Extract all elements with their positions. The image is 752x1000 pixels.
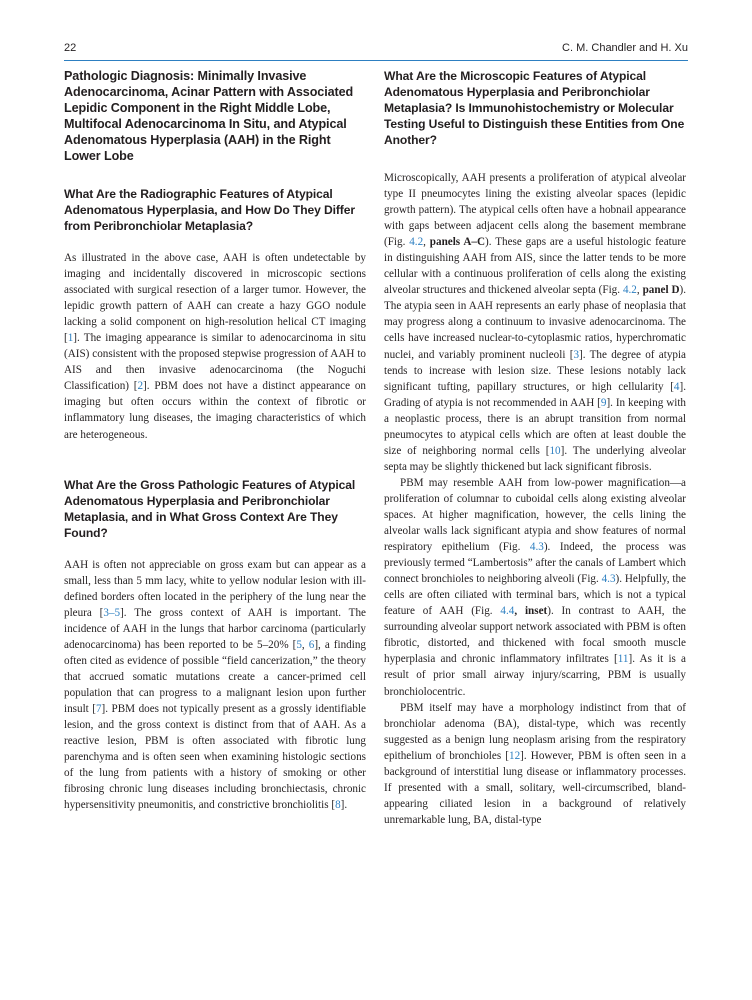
running-head-authors: C. M. Chandler and H. Xu bbox=[562, 42, 688, 54]
paragraph-microscopic-pbm: PBM may resemble AAH from low-power magnification—a proliferation of columnar to cuboidal cells along existing alveolar spaces. At higher magnification, however, the cells lining the alveolar walls lack significant atypia and show features of normal respiratory epithelium (Fig. 4.3). Indeed, the process was previously termed “Lambertosis” after the canals of Lambert which connect bronchioles to neighboring alveoli (Fig. 4.3). Helpfully, the cells are often ciliated with terminal bars, which is not a typical feature of AAH (Fig. 4.4, inset). In contrast to AAH, the surrounding alveolar support network associated with PBM is often fibrotic, distorted, and thickened with focal smooth muscle hyperplasia and chronic inflammatory infiltrates [11]. As it is a result of prior small airway injury/scarring, PBM is usually bronchiolocentric. bbox=[384, 476, 687, 698]
citation-link[interactable]: 1 bbox=[67, 332, 74, 345]
citation-link[interactable]: 2 bbox=[137, 380, 144, 393]
figure-link[interactable]: 4.2 bbox=[409, 236, 424, 249]
citation-link[interactable]: 10 bbox=[549, 444, 561, 457]
figure-link[interactable]: 4.3 bbox=[529, 541, 544, 554]
citation-link[interactable]: 7 bbox=[95, 702, 102, 715]
citation-link[interactable]: 3 bbox=[573, 348, 580, 361]
citation-link[interactable]: 8 bbox=[335, 799, 341, 812]
section-heading-radiographic: What Are the Radiographic Features of Atypical Adenomatous Hyperplasia, and How Do They Differ from Peribronchiolar Metaplasia? bbox=[64, 187, 355, 233]
figure-link[interactable]: 4.3 bbox=[601, 573, 616, 586]
right-column bbox=[384, 68, 686, 828]
citation-link[interactable]: 9 bbox=[600, 396, 607, 409]
section-heading-microscopic: What Are the Microscopic Features of Atypical Adenomatous Hyperplasia and Peribronchiolar Metaplasia? Is Immunohistochemistry or Molecular Testing Useful to Distinguish these Entities from One Another? bbox=[384, 69, 685, 147]
citation-link[interactable]: 5 bbox=[296, 638, 302, 651]
page-number: 22 bbox=[64, 42, 77, 54]
citation-link[interactable]: 3–5 bbox=[103, 606, 121, 619]
paragraph-microscopic-aah: Microscopically, AAH presents a proliferation of atypical alveolar type II pneumocytes lining the existing alveolar spaces (lepidic growth pattern). The atypical cells often have a hobnail appearance with gaps between adjacent cells along the basement membrane (Fig. 4.2, panels A–C). These gaps are a useful histologic feature in distinguishing AAH from AIS, since the latter tends to be more cellular with a continuous proliferation of cells along the existing alveolar structures and thickened alveolar septa (Fig. 4.2, panel D). The atypia seen in AAH represents an early phase of neoplasia that may progress along a continuum to invasive adenocarcinoma. The cells have increased nuclear-to-cytoplasmic ratios, hyperchromatic nuclei, and variably prominent nucleoli [3]. The degree of atypia tends to increase with lesion size. These lesions notably lack significant tufting, papillary structures, or high cellularity [4]. Grading of atypia is not recommended in AAH [9]. In keeping with a neoplastic process, there is an abrupt transition from normal pneumocytes to atypical cells which are often at least double the size of neighboring normal cells [10]. The underlying alveolar septa may be slightly thickened but lack significant fibrosis. bbox=[384, 172, 687, 473]
figure-link[interactable]: 4.2 bbox=[622, 284, 637, 297]
citation-link[interactable]: 11 bbox=[617, 653, 629, 666]
left-column bbox=[64, 68, 366, 813]
paragraph-radiographic: As illustrated in the above case, AAH is often undetectable by imaging and incidentally discovered in microscopic sections associated with surgical resection of a larger tumor. However, the lepidic growth pattern of AAH can create a hazy GGO nodule lacking a solid component on high-resolution helical CT imaging [1]. The imaging appearance is similar to adenocarcinoma in situ (AIS) consistent with the proposed stepwise progression of AAH to AIS and then invasive adenocarcinoma (the Noguchi Classification) [2]. PBM does not have a distinct appearance on imaging but often occurs within the context of fibrotic or inflammatory lung diseases, the imaging characteristics of which are heterogeneous. bbox=[64, 252, 366, 441]
section-heading-gross: What Are the Gross Pathologic Features of Atypical Adenomatous Hyperplasia and Peribronchiolar Metaplasia, and in What Gross Context Are They Found? bbox=[64, 477, 356, 540]
citation-link[interactable]: 12 bbox=[509, 749, 521, 762]
citation-link[interactable]: 6 bbox=[308, 638, 315, 651]
running-head bbox=[64, 40, 688, 58]
paragraph-bronchiolar-adenoma: PBM itself may have a morphology indistinct from that of bronchiolar adenoma (BA), distal-type, which was recently suggested as a benign lung neoplasm arising from the respiratory epithelium of bronchioles [12]. However, PBM is often seen in a background of interstitial lung disease or inflammatory processes. If presented with a small, solitary, well-circumscribed, bland-appearing ciliated lesion in a background of relatively unremarkable lung, BA, distal-type bbox=[384, 701, 686, 826]
figure-link[interactable]: 4.4 bbox=[500, 605, 515, 618]
paragraph-gross: AAH is often not appreciable on gross exam but can appear as a small, less than 5 mm lacy, white to yellow nodular lesion with ill-defined borders often located in the periphery of the lung near the pleura [3–5]. The gross context of AAH is important. The incidence of AAH in the lungs that harbor carcinoma (particularly adenocarcinoma) has been reported to be 5–20% [5, 6], a finding often cited as evidence of possible “field cancerization,” the theory that accrued somatic mutations create a cancer-primed cell population that can progress to a malignant lesion upon further insult [7]. PBM does not typically present as a grossly identifiable lesion, and the gross context is distinct from that of AAH. As a reactive lesion, PBM is often associated with fibrotic lung parenchyma and is often seen when examining histologic sections of the lung from patients with a history of smoking or other fibrosing chronic lung diseases including bronchiectasis, chronic hypersensitivity pneumonitis, and constrictive bronchiolitis [8]. bbox=[64, 558, 366, 812]
case-title: Pathologic Diagnosis: Minimally Invasive Adenocarcinoma, Acinar Pattern with Associated Lepidic Component in the Right Middle Lobe, Multifocal Adenocarcinoma In Situ, and Atypical Adenomatous Hyperplasia (AAH) in the Right Lower Lobe bbox=[64, 69, 354, 163]
header-rule bbox=[64, 60, 688, 61]
citation-link[interactable]: 4 bbox=[673, 380, 680, 393]
